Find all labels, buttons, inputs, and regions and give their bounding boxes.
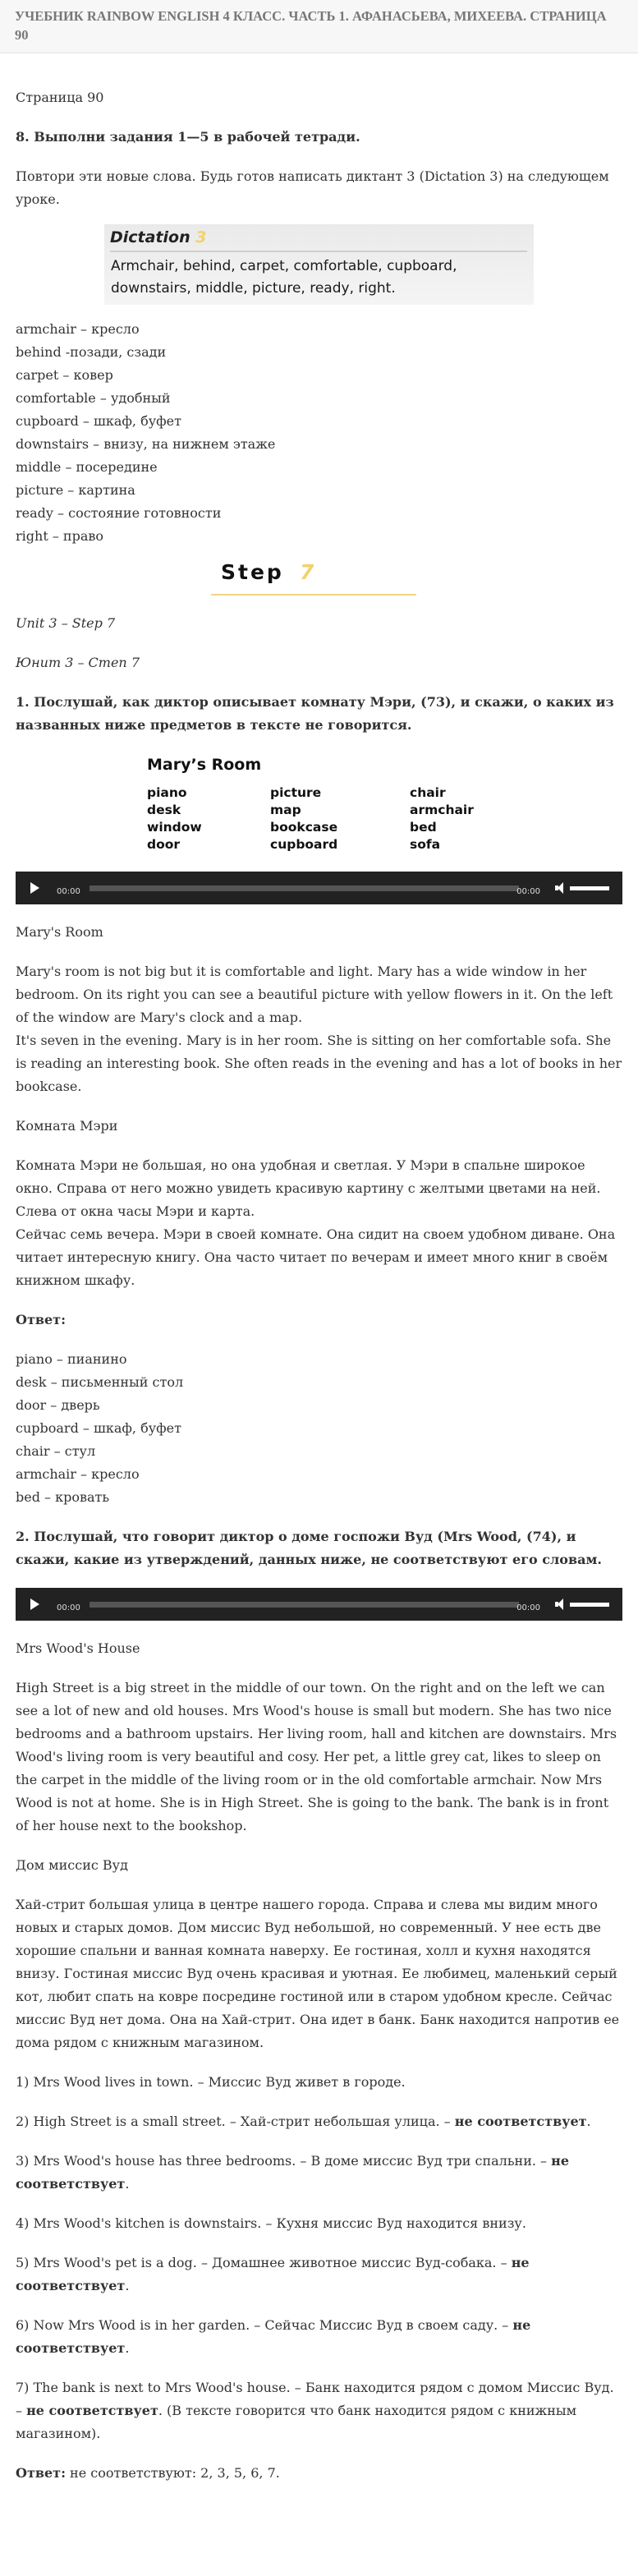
answer1-item: piano – пианино: [16, 1351, 127, 1367]
task1-heading: 1. Послушай, как диктор описывает комнату Мэри, (73), и скажи, о каких из названных ниже предметов в тексте не говорится.: [16, 694, 614, 733]
answer1-label: Ответ:: [16, 1312, 66, 1327]
unit-en: Unit 3 – Step 7: [16, 615, 116, 631]
task8-text: Повтори эти новые слова. Будь готов написать диктант 3 (Dictation 3) на следующем уроке.: [16, 168, 609, 207]
room-item: chair: [410, 785, 446, 800]
unit-ru: Юнит 3 – Степ 7: [16, 655, 140, 670]
vocab-list: [16, 318, 622, 548]
room-items-grid: [147, 784, 500, 853]
volume-slider[interactable]: [570, 886, 609, 890]
room-item: bed: [410, 820, 437, 835]
page-header: [0, 0, 638, 53]
audio-duration: 00:00: [516, 887, 540, 896]
vocab-item: armchair – кресло: [16, 321, 140, 337]
vocab-item: behind -позади, сзади: [16, 344, 167, 360]
statement: 1) Mrs Wood lives in town. – Миссис Вуд живет в городе.: [16, 2074, 406, 2090]
dictation-image: [104, 224, 534, 305]
wood-title-ru: Дом миссис Вуд: [16, 1857, 128, 1873]
dictation-line-1: Armchair, behind, carpet, comfortable, cupboard,: [111, 258, 457, 274]
dictation-number: 3: [195, 228, 207, 246]
statement-verdict: не соответствует: [26, 2403, 158, 2418]
room-item: door: [147, 837, 181, 852]
statement-verdict: не соответствует: [16, 2153, 569, 2192]
audio-player-1: [16, 872, 622, 904]
statement: 3) Mrs Wood's house has three bedrooms. – В доме миссис Вуд три спальни. – не соответствует.: [16, 2153, 569, 2192]
answer1-item: bed – кровать: [16, 1489, 110, 1505]
room-item: bookcase: [270, 820, 338, 835]
statement: 7) The bank is next to Mrs Wood's house. – Банк находится рядом с домом Миссис Вуд. – не соответствует. (В тексте говорится что банк находится рядом с книжным магазином).: [16, 2380, 614, 2441]
mary-text-ru: Сейчас семь вечера. Мэри в своей комнате. Она сидит на своем удобном диване. Она читает интересную книгу. Она часто читает по вечерам и имеет много книг в своём книжном шкафу.: [16, 1226, 616, 1288]
room-item: picture: [270, 785, 322, 800]
dictation-line-2: downstairs, middle, picture, ready, right.: [111, 280, 396, 297]
room-item: piano: [147, 785, 187, 800]
play-icon[interactable]: [30, 1598, 39, 1610]
answer2-text: не соответствуют: 2, 3, 5, 6, 7.: [65, 2465, 280, 2481]
answer1-list: [16, 1348, 622, 1509]
audio-progress-bar[interactable]: [90, 1602, 519, 1608]
volume-icon[interactable]: [555, 882, 563, 894]
wood-title-en: Mrs Wood's House: [16, 1640, 140, 1656]
volume-icon[interactable]: [555, 1598, 563, 1610]
step-image: [204, 561, 426, 602]
wood-text-en: High Street is a big street in the middle of our town. On the right and on the left we can see a lot of new and old houses. Mrs Wood's house is small but modern. She has two nice bedrooms and a bathroom upstairs. Her living room, hall and kitchen are downstairs. Mrs Wood's living room is very beautiful and cosy. Her pet, a little grey cat, likes to sleep on the carpet in the middle of the living room or in the old comfortable armchair. Now Mrs Wood is not at home. She is in High Street. She is going to the bank. The bank is in front of her house next to the bookshop.: [16, 1680, 617, 1833]
step-number: 7: [300, 560, 314, 584]
statement: 2) High Street is a small street. – Хай-стрит небольшая улица. – не соответствует.: [16, 2114, 591, 2129]
room-item: armchair: [410, 803, 474, 817]
vocab-item: picture – картина: [16, 482, 135, 498]
audio-current-time: 00:00: [57, 1603, 80, 1612]
volume-slider[interactable]: [570, 1603, 609, 1607]
statement: 5) Mrs Wood's pet is a dog. – Домашнее животное миссис Вуд-собака. – не соответствует.: [16, 2255, 530, 2293]
page-label: Страница 90: [16, 90, 104, 105]
vocab-item: cupboard – шкаф, буфет: [16, 413, 181, 429]
vocab-item: comfortable – удобный: [16, 390, 171, 406]
room-item: sofa: [410, 837, 441, 852]
dictation-words: [111, 255, 529, 300]
play-icon[interactable]: [30, 882, 39, 894]
room-item: desk: [147, 803, 181, 817]
answer1-item: armchair – кресло: [16, 1466, 140, 1482]
task8-heading: 8. Выполни задания 1—5 в рабочей тетради.: [16, 129, 360, 145]
audio-current-time: 00:00: [57, 887, 80, 896]
dictation-title: Dictation 3: [110, 228, 207, 246]
page-title: УЧЕБНИК RAINBOW ENGLISH 4 КЛАСС. ЧАСТЬ 1. АФАНАСЬЕВА, МИХЕЕВА. СТРАНИЦА 90: [15, 8, 607, 43]
vocab-item: carpet – ковер: [16, 367, 113, 383]
mary-text-ru: Комната Мэри не большая, но она удобная и светлая. У Мэри в спальне широкое окно. Справа от него можно увидеть красивую картину с желтыми цветами на ней. Слева от окна часы Мэри и карта.: [16, 1157, 601, 1219]
answer1-item: desk – письменный стол: [16, 1374, 184, 1390]
statement: 6) Now Mrs Wood is in her garden. – Сейчас Миссис Вуд в своем саду. – не соответствует.: [16, 2317, 531, 2356]
room-item: map: [270, 803, 301, 817]
room-item: cupboard: [270, 837, 338, 852]
audio-progress-bar[interactable]: [90, 886, 519, 891]
dictation-divider: [110, 251, 527, 252]
answer2-label: Ответ:: [16, 2465, 66, 2481]
statement-verdict: не соответствует: [16, 2255, 530, 2293]
mary-text-en: It's seven in the evening. Mary is in her room. She is sitting on her comfortable sofa. She is reading an interesting book. She often reads in the evening and has a lot of books in her bookcase.: [16, 1033, 622, 1094]
vocab-item: middle – посередине: [16, 459, 158, 475]
vocab-item: downstairs – внизу, на нижнем этаже: [16, 436, 276, 452]
step-word: Step: [221, 560, 284, 584]
statement-verdict: не соответствует: [454, 2114, 587, 2129]
wood-text-ru: Хай-стрит большая улица в центре нашего города. Справа и слева мы видим много новых и старых домов. Дом миссис Вуд небольшой, но современный. У нее есть две хорошие спальни и ванная комната наверху. Ее гостиная, холл и кухня находятся внизу. Гостиная миссис Вуд очень красивая и уютная. Ее любимец, маленький серый кот, любит спать на ковре посредине гостиной или в старом удобном кресле. Сейчас миссис Вуд нет дома. Она на Хай-стрит. Она идет в банк. Банк находится напротив ее дома рядом с книжным магазином.: [16, 1897, 620, 2050]
room-title: Mary’s Room: [147, 756, 262, 774]
room-item: window: [147, 820, 202, 835]
task2-heading: 2. Послушай, что говорит диктор о доме госпожи Вуд (Mrs Wood, (74), и скажи, какие из утверждений, данных ниже, не соответствуют его словам.: [16, 1529, 602, 1567]
mary-title-ru: Комната Мэри: [16, 1118, 118, 1134]
article-content: [0, 53, 638, 2485]
answer1-item: door – дверь: [16, 1397, 100, 1413]
mary-text-en: Mary's room is not big but it is comfortable and light. Mary has a wide window in her bedroom. On its right you can see a beautiful picture with yellow flowers in it. On the left of the window are Mary's clock and a map.: [16, 964, 613, 1025]
mary-title-en: Mary's Room: [16, 924, 103, 940]
statement-verdict: не соответствует: [16, 2317, 531, 2356]
answer2: [16, 2462, 622, 2485]
statement: 4) Mrs Wood's kitchen is downstairs. – Кухня миссис Вуд находится внизу.: [16, 2215, 526, 2231]
vocab-item: ready – состояние готовности: [16, 505, 222, 521]
answer1-item: chair – стул: [16, 1443, 96, 1459]
vocab-item: right – право: [16, 528, 103, 544]
audio-duration: 00:00: [516, 1603, 540, 1612]
answer1-item: cupboard – шкаф, буфет: [16, 1420, 181, 1436]
audio-player-2: [16, 1588, 622, 1621]
step-underline: [211, 594, 416, 596]
room-items-image: [147, 753, 500, 853]
